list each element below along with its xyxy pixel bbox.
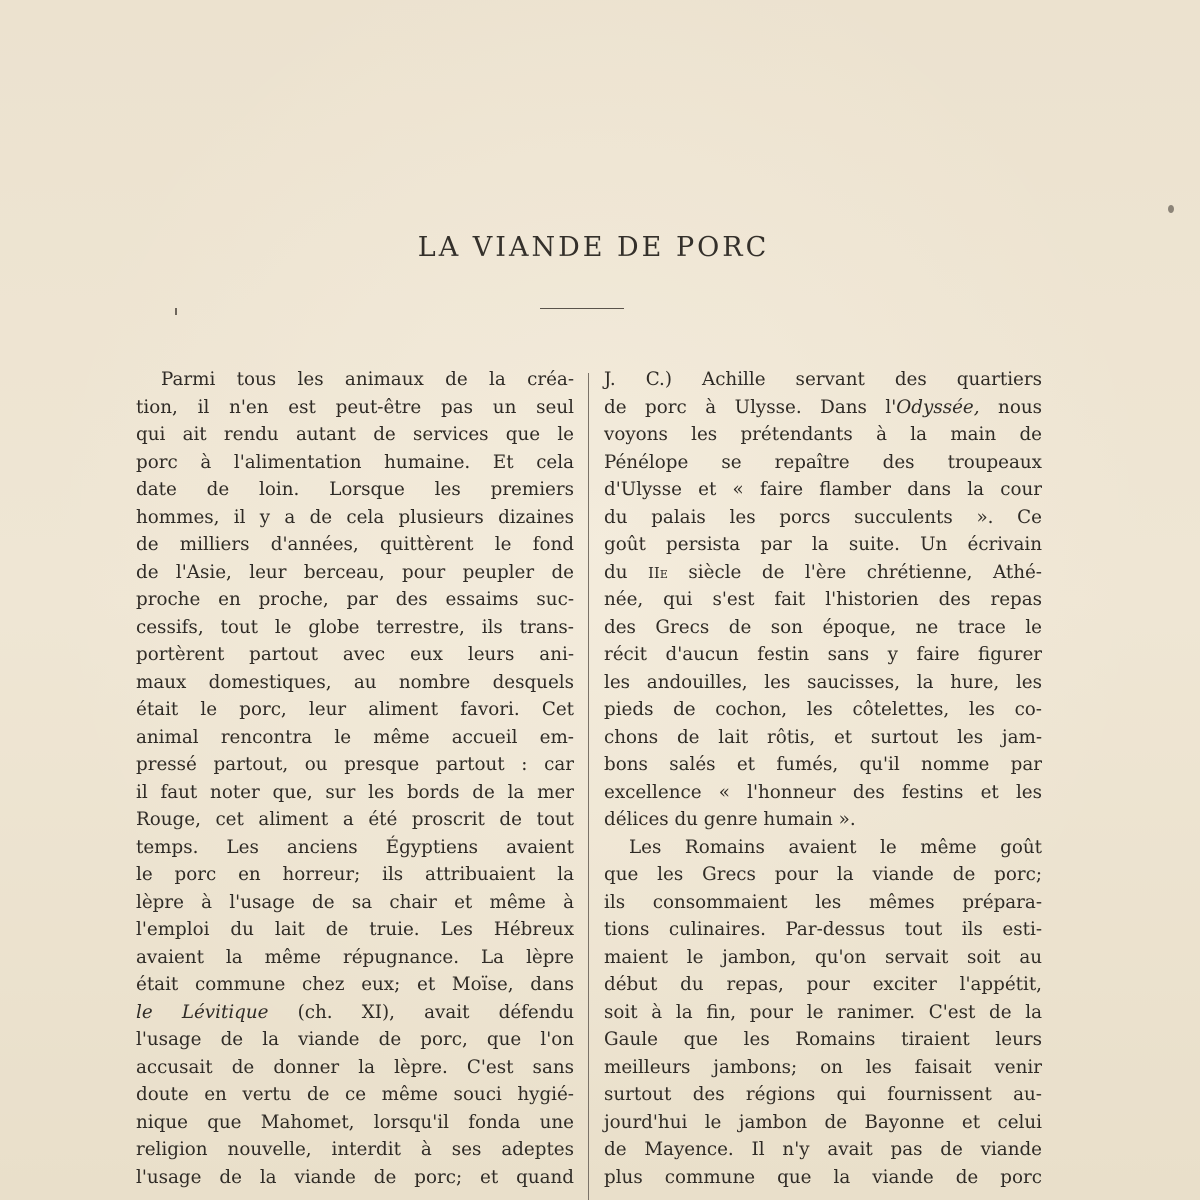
text-line: doute en vertu de ce même souci hygié- (136, 1084, 574, 1105)
text-line: l'usage de la viande de porc, que l'on (136, 1029, 574, 1050)
text-line: religion nouvelle, interdit à ses adeptes (136, 1139, 574, 1160)
text-line: Gaule que les Romains tiraient leurs (604, 1029, 1042, 1050)
text-line: surtout des régions qui fournissent au- (604, 1084, 1042, 1105)
text-line: maient le jambon, qu'on servait soit au (604, 946, 1042, 968)
text-line: animal rencontra le même accueil em- (136, 726, 574, 748)
text-line: des Grecs de son époque, ne trace le (604, 616, 1042, 638)
left-column (136, 366, 574, 1191)
text-line: chons de lait rôtis, et surtout les jam- (604, 726, 1042, 748)
text-line: jourd'hui le jambon de Bayonne et celui (604, 1111, 1042, 1133)
text-line: date de loin. Lorsque les premiers (136, 479, 574, 500)
text-line: ils consommaient les mêmes prépara- (604, 891, 1042, 913)
text-line: pressé partout, ou presque partout : car (136, 754, 574, 775)
text-line: portèrent partout avec eux leurs ani- (136, 644, 574, 665)
text-fragment: nous (979, 396, 1042, 418)
ink-mark (175, 308, 177, 315)
text-line: voyons les prétendants à la main de (604, 424, 1042, 445)
text-line: pieds de cochon, les côtelettes, les co- (604, 699, 1042, 720)
text-line: récit d'aucun festin sans y faire figurer (604, 644, 1042, 665)
text-line: était le porc, leur aliment favori. Cet (136, 699, 574, 720)
column-divider (588, 373, 589, 1200)
text-line: temps. Les anciens Égyptiens avaient (136, 836, 574, 858)
text-line: excellence « l'honneur des festins et les (604, 781, 1042, 803)
century-numeral: IIe (648, 563, 668, 582)
text-line: proche en proche, par des essaims suc- (136, 589, 574, 610)
text-line: soit à la fin, pour le ranimer. C'est de la (604, 1001, 1042, 1023)
text-line: J. C.) Achille servant des quartiers (604, 369, 1042, 390)
text-line: délices du genre humain ». (604, 809, 856, 830)
text-line: cessifs, tout le globe terrestre, ils trans- (136, 616, 574, 638)
text-line: de milliers d'années, quittèrent le fond (136, 534, 574, 555)
text-line: nique que Mahomet, lorsqu'il fonda une (136, 1111, 574, 1133)
right-column (604, 366, 1042, 1191)
text-line: l'usage de la viande de porc; et quand (136, 1166, 574, 1188)
text-line: Pénélope se repaître des troupeaux (604, 451, 1042, 473)
text-line: le porc en horreur; ils attribuaient la (136, 864, 574, 885)
text-line: était commune chez eux; et Moïse, dans (136, 974, 574, 995)
text-line (604, 394, 1042, 422)
text-line: bons salés et fumés, qu'il nomme par (604, 754, 1042, 775)
text-line: Les Romains avaient le même goût (629, 836, 1042, 858)
text-line: porc à l'alimentation humaine. Et cela (136, 451, 574, 473)
text-line: début du repas, pour exciter l'appétit, (604, 974, 1042, 995)
text-line: tions culinaires. Par-dessus tout ils esti- (604, 919, 1042, 940)
italic-title: Odyssée, (896, 396, 980, 418)
text-line (604, 559, 1042, 587)
text-line: qui ait rendu autant de services que le (136, 424, 574, 445)
text-fragment: siècle de l'ère chrétienne, Athé- (667, 561, 1042, 583)
text-line: Rouge, cet aliment a été proscrit de tout (136, 809, 574, 830)
ink-spot (1168, 205, 1174, 213)
text-line: du palais les porcs succulents ». Ce (604, 506, 1042, 528)
text-line: avaient la même répugnance. La lèpre (136, 946, 574, 968)
text-line: tion, il n'en est peut-être pas un seul (136, 396, 574, 418)
text-fragment: (ch. XI), avait défendu (268, 1001, 574, 1023)
text-line: les andouilles, les saucisses, la hure, les (604, 671, 1042, 693)
text-line: de Mayence. Il n'y avait pas de viande (604, 1139, 1042, 1160)
title-rule (540, 308, 624, 309)
text-line: plus commune que la viande de porc (604, 1166, 1042, 1188)
text-line: accusait de donner la lèpre. C'est sans (136, 1056, 574, 1078)
text-line: née, qui s'est fait l'historien des repas (604, 589, 1042, 610)
text-line: maux domestiques, au nombre desquels (136, 671, 574, 693)
text-fragment: du (604, 561, 648, 583)
text-line: que les Grecs pour la viande de porc; (604, 864, 1042, 885)
article-title: LA VIANDE DE PORC (417, 232, 770, 263)
text-line: hommes, il y a de cela plusieurs dizaines (136, 506, 574, 528)
text-line: Parmi tous les animaux de la créa- (161, 369, 574, 390)
text-fragment: de porc à Ulysse. Dans l' (604, 396, 897, 418)
text-line: goût persista par la suite. Un écrivain (604, 534, 1042, 555)
text-line: d'Ulysse et « faire flamber dans la cour (604, 479, 1042, 500)
text-line (136, 999, 574, 1027)
text-line: l'emploi du lait de truie. Les Hébreux (136, 919, 574, 940)
italic-title: le Lévitique (136, 1001, 269, 1023)
text-line: de l'Asie, leur berceau, pour peupler de (136, 561, 574, 583)
text-line: lèpre à l'usage de sa chair et même à (136, 891, 574, 913)
text-line: il faut noter que, sur les bords de la mer (136, 781, 574, 803)
text-line: meilleurs jambons; on les faisait venir (604, 1056, 1042, 1078)
